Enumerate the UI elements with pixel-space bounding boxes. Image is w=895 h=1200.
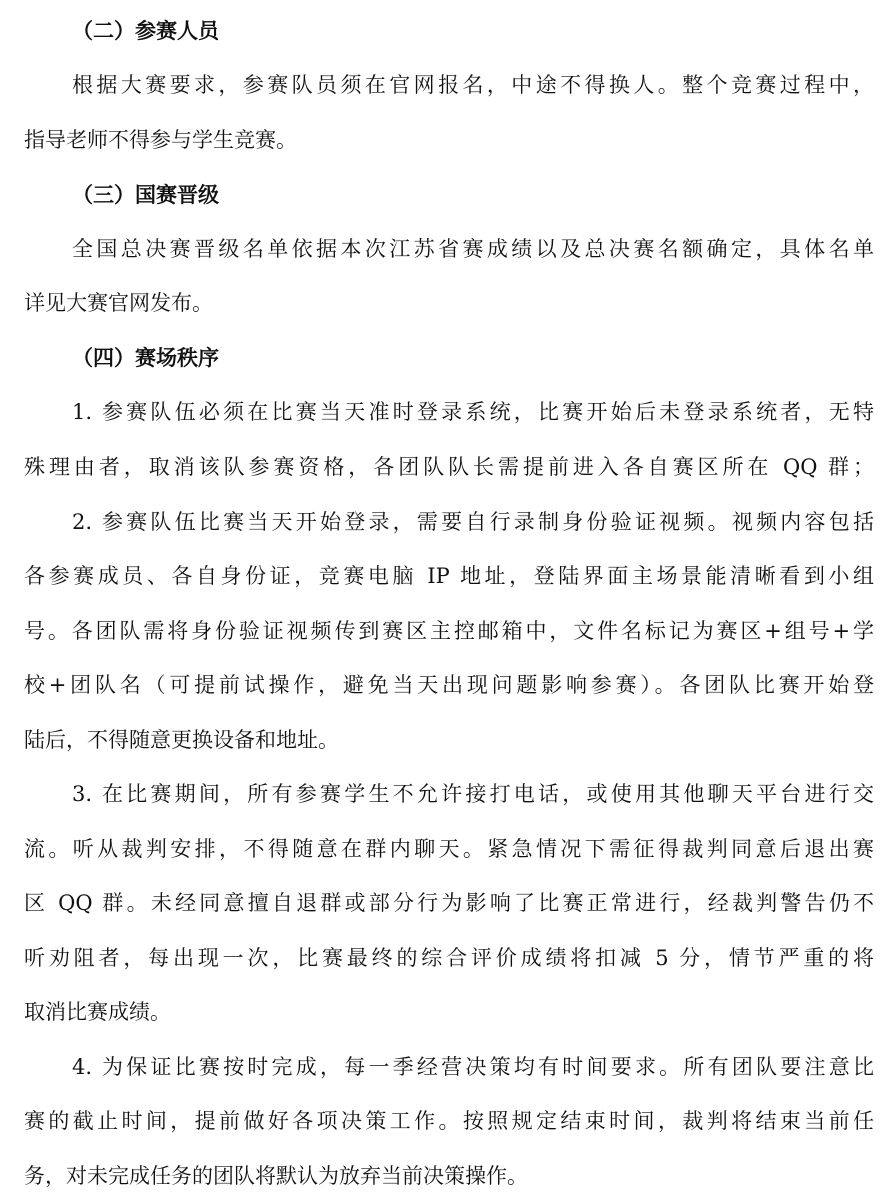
list-item-line: 各参赛成员、各自身份证，竞赛电脑 IP 地址，登陆界面主场景能清晰看到小组 bbox=[24, 564, 874, 588]
section-heading-venue-order: （四）赛场秩序 bbox=[72, 345, 219, 370]
list-item-line: 听劝阻者，每出现一次，比赛最终的综合评价成绩将扣减 5 分，情节严重的将 bbox=[24, 946, 874, 970]
list-item-line: 陆后，不得随意更换设备和地址。 bbox=[24, 728, 339, 752]
list-item-line: 校+团队名（可提前试操作，避免当天出现问题影响参赛）。各团队比赛开始登 bbox=[24, 673, 874, 697]
list-item-line: 号。各团队需将身份验证视频传到赛区主控邮箱中，文件名标记为赛区+组号+学 bbox=[24, 619, 874, 643]
list-item-line: 务，对未完成任务的团队将默认为放弃当前决策操作。 bbox=[24, 1164, 528, 1188]
list-item-line: 3. 在比赛期间，所有参赛学生不允许接打电话，或使用其他聊天平台进行交 bbox=[72, 782, 874, 806]
list-item-line: 殊理由者，取消该队参赛资格，各团队队长需提前进入各自赛区所在 QQ 群； bbox=[24, 455, 874, 479]
paragraph-line: 详见大赛官网发布。 bbox=[24, 291, 213, 315]
section-heading-participants: （二）参赛人员 bbox=[72, 18, 219, 43]
list-item-line: 流。听从裁判安排，不得随意在群内聊天。紧急情况下需征得裁判同意后退出赛 bbox=[24, 837, 874, 861]
section-heading-national-promotion: （三）国赛晋级 bbox=[72, 182, 219, 207]
list-item-line: 2. 参赛队伍比赛当天开始登录，需要自行录制身份验证视频。视频内容包括 bbox=[72, 510, 874, 534]
list-item-line: 4. 为保证比赛按时完成，每一季经营决策均有时间要求。所有团队要注意比 bbox=[72, 1055, 874, 1079]
list-item-line: 区 QQ 群。未经同意擅自退群或部分行为影响了比赛正常进行，经裁判警告仍不 bbox=[24, 891, 874, 915]
paragraph-line: 指导老师不得参与学生竞赛。 bbox=[24, 128, 297, 152]
list-item-line: 1. 参赛队伍必须在比赛当天准时登录系统，比赛开始后未登录系统者，无特 bbox=[72, 400, 874, 424]
paragraph-line: 全国总决赛晋级名单依据本次江苏省赛成绩以及总决赛名额确定，具体名单 bbox=[72, 237, 874, 261]
list-item-line: 赛的截止时间，提前做好各项决策工作。按照规定结束时间，裁判将结束当前任 bbox=[24, 1109, 874, 1133]
paragraph-line: 根据大赛要求，参赛队员须在官网报名，中途不得换人。整个竞赛过程中， bbox=[72, 73, 874, 97]
list-item-line: 取消比赛成绩。 bbox=[24, 1000, 171, 1024]
